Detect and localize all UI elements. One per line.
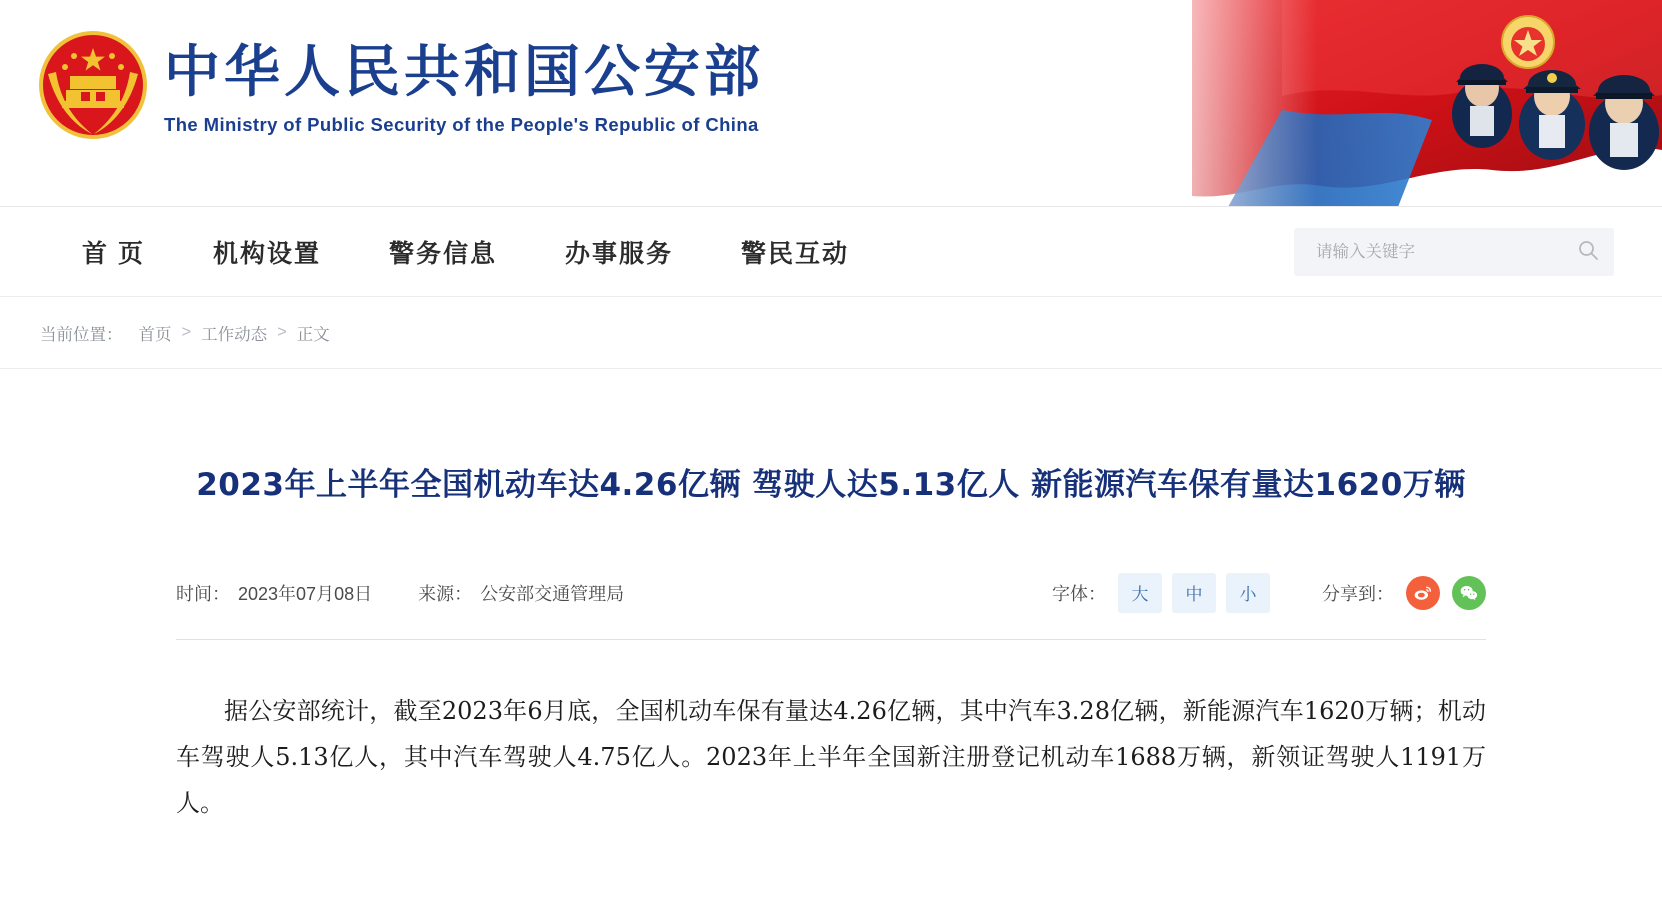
- nav-item-services[interactable]: 办事服务: [564, 239, 673, 268]
- main-navigation: [0, 207, 1662, 297]
- breadcrumb-separator-2: >: [277, 323, 287, 341]
- site-title-cn: 中华人民共和国公安部: [164, 39, 764, 105]
- nav-item-interaction[interactable]: 警民互动: [741, 239, 850, 268]
- article-meta-right: [1052, 573, 1486, 613]
- national-emblem-icon: [34, 26, 152, 144]
- article-meta-left: [176, 580, 624, 606]
- wechat-icon[interactable]: [1452, 576, 1486, 610]
- page-title: 2023年上半年全国机动车达4.26亿辆 驾驶人达5.13亿人 新能源汽车保有量达1620万辆: [196, 466, 1466, 503]
- nav-item-home[interactable]: 首 页: [82, 239, 145, 268]
- breadcrumb-item-worknews[interactable]: 工作动态: [201, 325, 268, 344]
- nav-item-list: [0, 226, 883, 278]
- time-value: 2023年07月08日: [238, 583, 373, 604]
- time-label: 时间：: [176, 583, 230, 604]
- breadcrumb-item-home[interactable]: 首页: [138, 325, 172, 344]
- site-header: [0, 0, 1662, 207]
- search-input[interactable]: [1314, 242, 1576, 263]
- font-size-controls: [1118, 573, 1270, 613]
- source-value: 公安部交通管理局: [480, 583, 625, 604]
- nav-item-organization[interactable]: 机构设置: [212, 239, 321, 268]
- font-size-small-button[interactable]: 小: [1226, 573, 1270, 613]
- article: [111, 369, 1551, 827]
- breadcrumb-label: 当前位置：: [40, 325, 123, 344]
- share-icon-group: [1406, 576, 1486, 610]
- breadcrumb-item-article[interactable]: 正文: [296, 325, 330, 344]
- search-box[interactable]: [1294, 228, 1614, 276]
- site-title-block: [164, 34, 764, 136]
- source-label: 来源：: [418, 583, 473, 604]
- font-size-large-button[interactable]: 大: [1118, 573, 1162, 613]
- site-title-en: The Ministry of Public Security of the People's Republic of China: [164, 114, 759, 136]
- share-label: 分享到：: [1322, 583, 1394, 604]
- article-meta-bar: [176, 570, 1486, 640]
- font-size-medium-button[interactable]: 中: [1172, 573, 1216, 613]
- font-size-label: 字体：: [1052, 583, 1106, 604]
- weibo-icon[interactable]: [1406, 576, 1440, 610]
- breadcrumb-separator-1: >: [181, 323, 192, 341]
- search-icon[interactable]: [1576, 238, 1600, 267]
- nav-item-police-info[interactable]: 警务信息: [388, 239, 497, 268]
- article-paragraph: 据公安部统计，截至2023年6月底，全国机动车保有量达4.26亿辆，其中汽车3.28亿辆，新能源汽车1620万辆；机动车驾驶人5.13亿人，其中汽车驾驶人4.75亿人。2023年上半年全国新注册登记机动车1688万辆，新领证驾驶人1191万人。: [176, 697, 1486, 818]
- header-brand: [0, 0, 1662, 144]
- article-body: [176, 688, 1486, 826]
- breadcrumb: [0, 297, 1662, 369]
